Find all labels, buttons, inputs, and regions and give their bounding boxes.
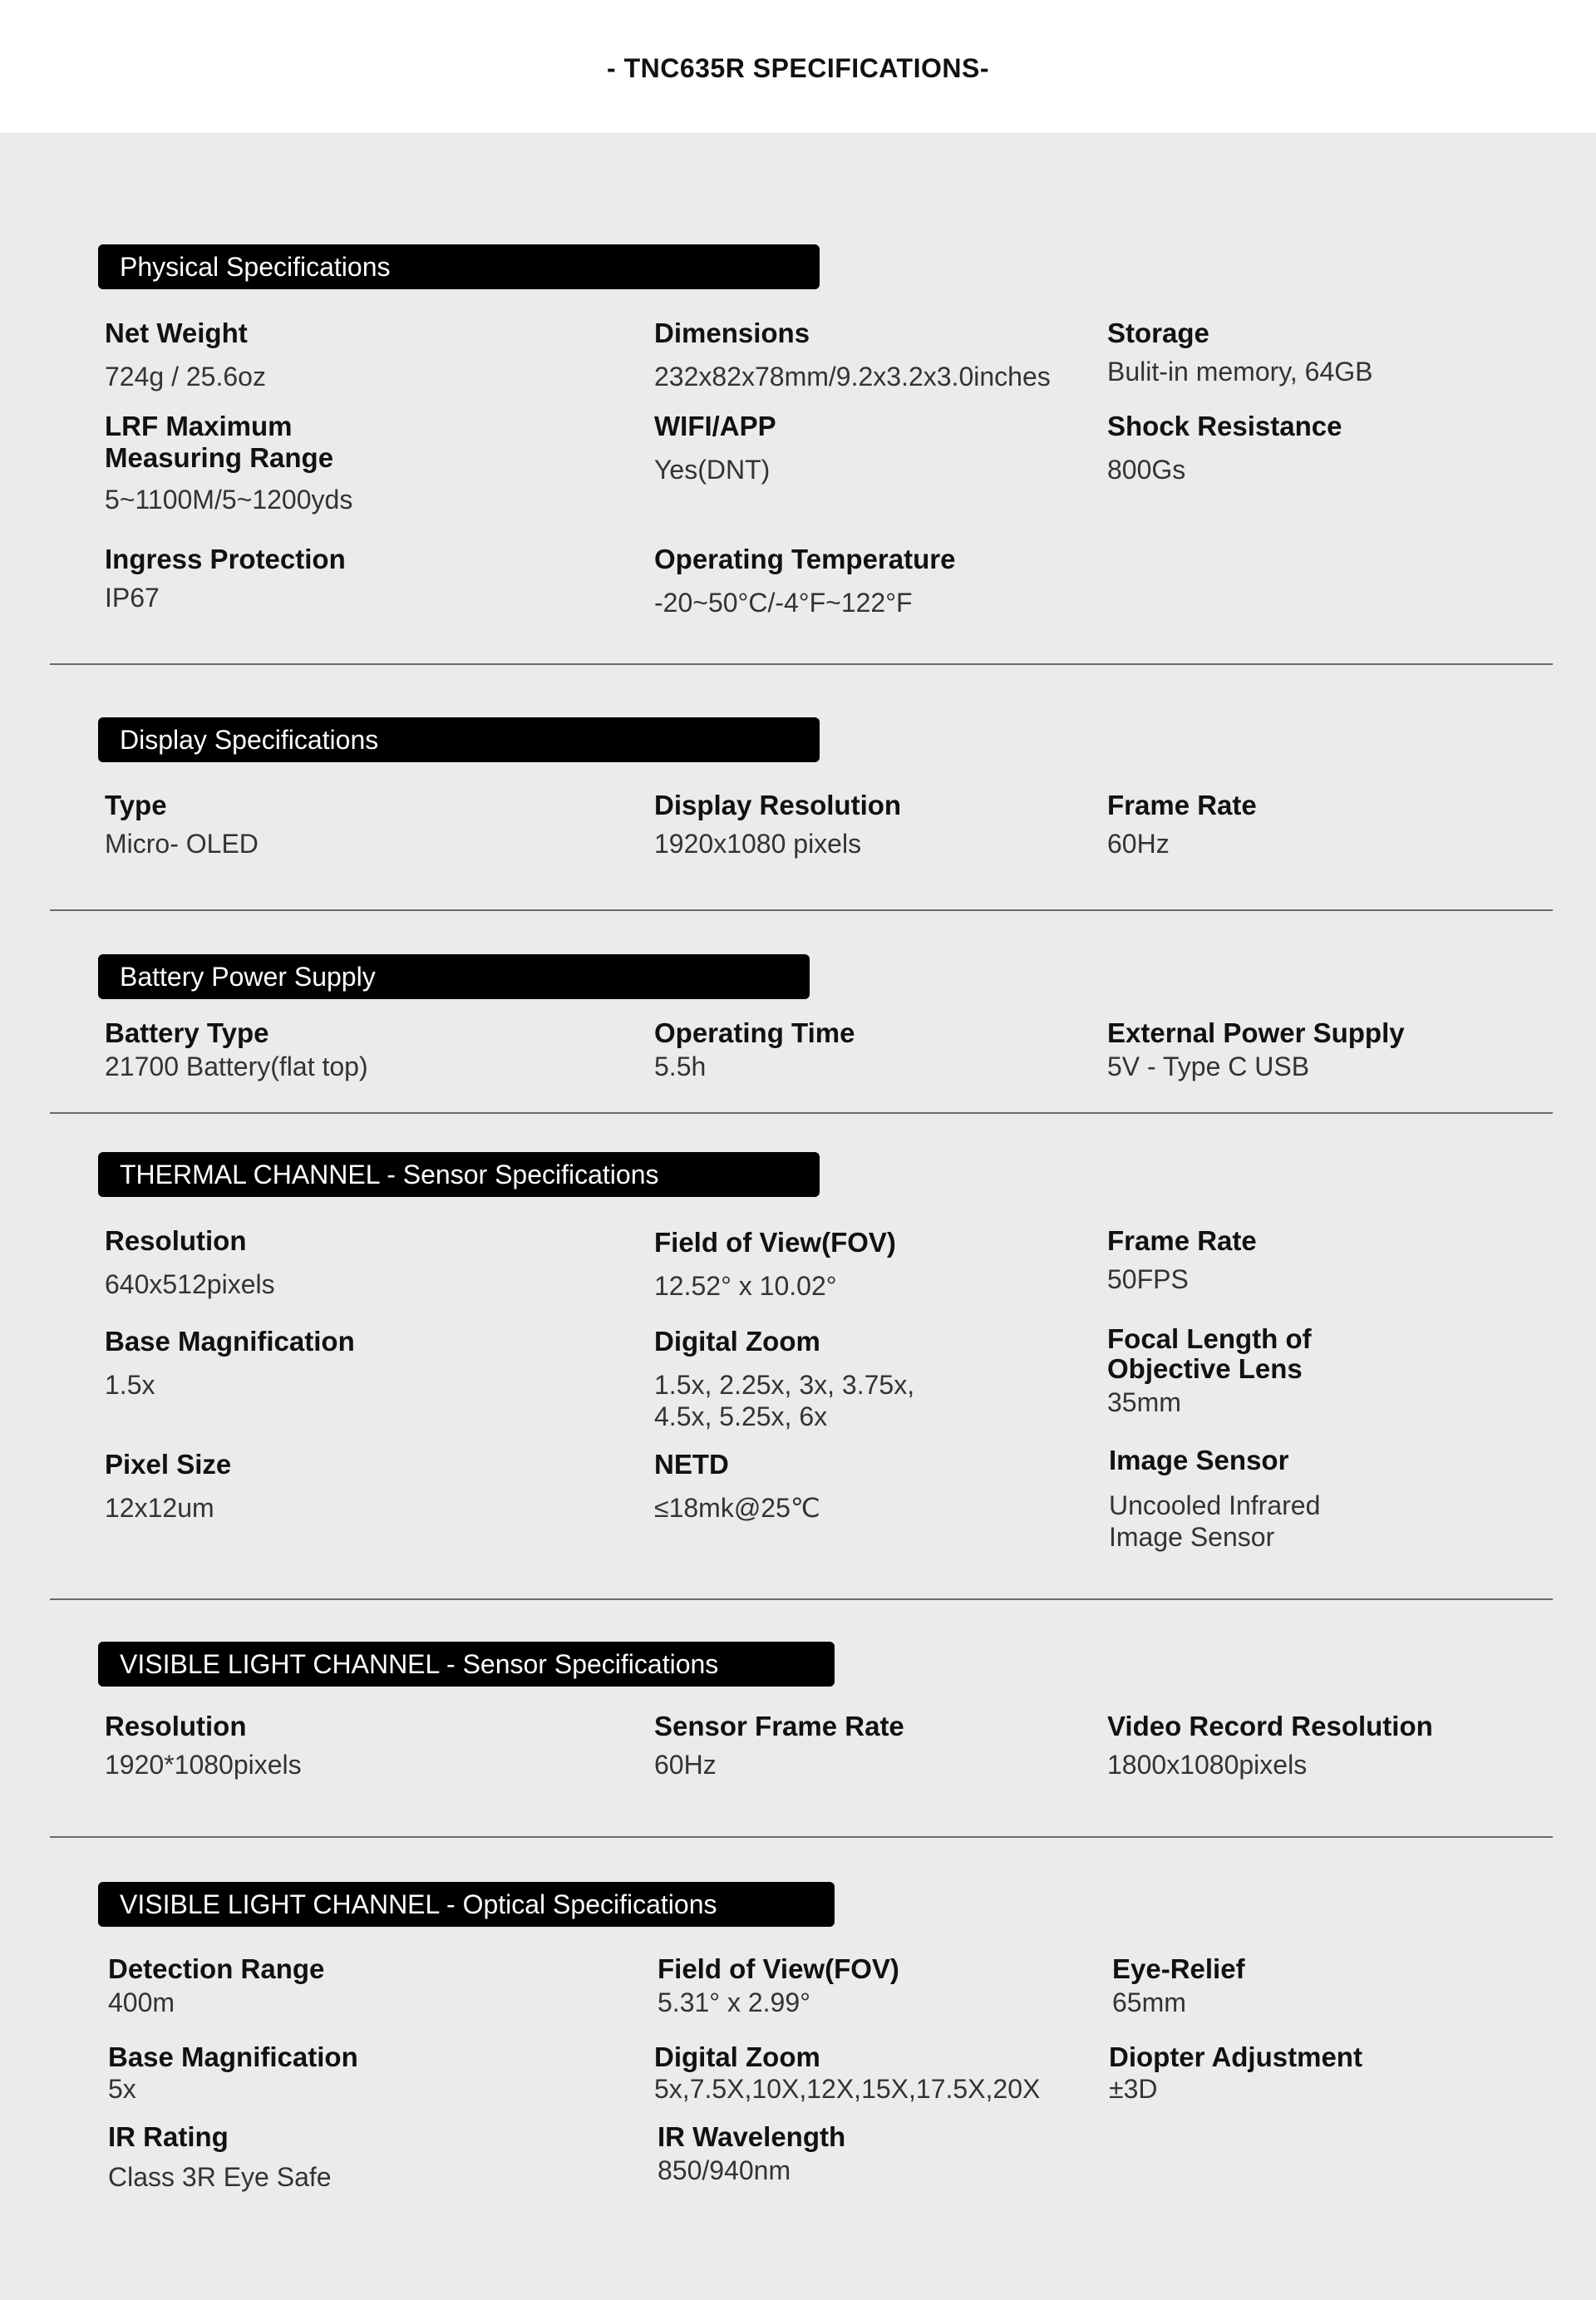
spec-value: 35mm xyxy=(1107,1387,1181,1417)
spec-value: 65mm xyxy=(1112,1987,1186,2017)
spec-label: Image Sensor xyxy=(1109,1445,1289,1475)
spec-battery-type xyxy=(105,1017,368,1082)
spec-thermal-resolution xyxy=(105,1225,275,1300)
spec-value: ≤18mk@25℃ xyxy=(654,1493,820,1523)
spec-label: Resolution xyxy=(105,1711,247,1741)
spec-label: Eye-Relief xyxy=(1112,1953,1245,1984)
spec-value: Class 3R Eye Safe xyxy=(108,2162,332,2192)
spec-optical-digital-zoom xyxy=(654,2041,1040,2105)
divider xyxy=(50,1836,1553,1838)
spec-optical-fov xyxy=(658,1953,899,2018)
spec-external-power xyxy=(1107,1017,1405,1082)
section-header-visible-optical: VISIBLE LIGHT CHANNEL - Optical Specifications xyxy=(98,1882,835,1927)
spec-ir-rating xyxy=(108,2121,332,2193)
spec-value: 5V - Type C USB xyxy=(1107,1051,1310,1081)
spec-label: WIFI/APP xyxy=(654,411,776,441)
spec-value: 232x82x78mm/9.2x3.2x3.0inches xyxy=(654,362,1051,392)
spec-value: ±3D xyxy=(1109,2074,1158,2104)
spec-value: 1.5x, 2.25x, 3x, 3.75x, xyxy=(654,1370,915,1400)
spec-eye-relief xyxy=(1112,1953,1245,2018)
spec-optical-base-magnification xyxy=(108,2041,358,2105)
spec-wifi-app xyxy=(654,411,776,485)
spec-label: Focal Length of xyxy=(1107,1323,1312,1354)
spec-value: Micro- OLED xyxy=(105,829,259,859)
spec-lrf-range xyxy=(105,411,352,515)
section-header-physical: Physical Specifications xyxy=(98,244,820,289)
spec-label: NETD xyxy=(654,1449,729,1480)
spec-label: Display Resolution xyxy=(654,790,902,820)
spec-label: Shock Resistance xyxy=(1107,411,1342,441)
spec-value: 60Hz xyxy=(1107,829,1170,859)
spec-sensor-frame-rate xyxy=(654,1711,904,1780)
spec-value: 5.5h xyxy=(654,1051,707,1081)
spec-value: 5.31° x 2.99° xyxy=(658,1987,810,2017)
spec-storage xyxy=(1107,318,1373,387)
spec-label: Battery Type xyxy=(105,1017,269,1048)
divider xyxy=(50,909,1553,911)
spec-label: Diopter Adjustment xyxy=(1109,2041,1362,2072)
section-header-visible-sensor: VISIBLE LIGHT CHANNEL - Sensor Specifications xyxy=(98,1642,835,1687)
section-header-battery: Battery Power Supply xyxy=(98,954,810,999)
spec-label: Field of View(FOV) xyxy=(654,1227,896,1258)
spec-label: Storage xyxy=(1107,318,1209,348)
spec-value: 800Gs xyxy=(1107,455,1186,485)
section-header-thermal: THERMAL CHANNEL - Sensor Specifications xyxy=(98,1152,820,1197)
page-header xyxy=(0,0,1596,133)
spec-label: Digital Zoom xyxy=(654,2041,820,2072)
spec-value: 60Hz xyxy=(654,1750,717,1780)
spec-label: Net Weight xyxy=(105,318,248,348)
spec-base-magnification xyxy=(105,1326,355,1401)
spec-value: 50FPS xyxy=(1107,1264,1189,1294)
spec-value: 5~1100M/5~1200yds xyxy=(105,485,353,515)
spec-label: Operating Time xyxy=(654,1017,855,1048)
spec-label: External Power Supply xyxy=(1107,1017,1405,1048)
spec-label: Ingress Protection xyxy=(105,544,346,574)
spec-type xyxy=(105,790,259,859)
spec-value: IP67 xyxy=(105,583,160,613)
spec-value: 12x12um xyxy=(105,1493,214,1523)
spec-value: Yes(DNT) xyxy=(654,455,771,485)
spec-label: Pixel Size xyxy=(105,1449,232,1480)
spec-label: Video Record Resolution xyxy=(1107,1711,1433,1741)
spec-value: 724g / 25.6oz xyxy=(105,362,266,392)
page-title: - TNC635R SPECIFICATIONS- xyxy=(607,53,989,83)
spec-display-resolution xyxy=(654,790,901,859)
spec-label: Base Magnification xyxy=(105,1326,355,1357)
spec-image-sensor xyxy=(1109,1445,1320,1553)
spec-value: 5x,7.5X,10X,12X,15X,17.5X,20X xyxy=(654,2074,1041,2104)
spec-value: 400m xyxy=(108,1987,175,2017)
spec-diopter-adjustment xyxy=(1109,2041,1362,2105)
spec-video-record-resolution xyxy=(1107,1711,1433,1780)
spec-label: Resolution xyxy=(105,1225,247,1256)
spec-value: 850/940nm xyxy=(658,2155,791,2185)
spec-label: Frame Rate xyxy=(1107,790,1257,820)
spec-digital-zoom xyxy=(654,1326,914,1432)
spec-label: Sensor Frame Rate xyxy=(654,1711,904,1741)
spec-label: IR Wavelength xyxy=(658,2121,846,2152)
divider xyxy=(50,663,1553,665)
spec-focal-length xyxy=(1107,1323,1312,1418)
spec-value: -20~50°C/-4°F~122°F xyxy=(654,588,913,618)
spec-label: Detection Range xyxy=(108,1953,325,1984)
spec-label: Type xyxy=(105,790,167,820)
spec-label-line2: Objective Lens xyxy=(1107,1353,1303,1384)
spec-label: LRF Maximum xyxy=(105,411,293,441)
spec-value: 1.5x xyxy=(105,1370,155,1400)
spec-thermal-fov xyxy=(654,1227,896,1302)
spec-label: IR Rating xyxy=(108,2121,229,2152)
spec-ir-wavelength xyxy=(658,2121,845,2186)
spec-detection-range xyxy=(108,1953,324,2018)
spec-value: Bulit-in memory, 64GB xyxy=(1107,357,1373,387)
spec-label: Digital Zoom xyxy=(654,1326,820,1357)
spec-dimensions xyxy=(654,318,1051,392)
spec-ingress-protection xyxy=(105,544,346,613)
spec-label: Field of View(FOV) xyxy=(658,1953,899,1984)
spec-visible-resolution xyxy=(105,1711,302,1780)
spec-label: Base Magnification xyxy=(108,2041,358,2072)
spec-net-weight xyxy=(105,318,266,392)
spec-value: 1800x1080pixels xyxy=(1107,1750,1308,1780)
spec-label-line2: Measuring Range xyxy=(105,442,334,473)
spec-operating-temperature xyxy=(654,544,955,618)
spec-pixel-size xyxy=(105,1449,231,1524)
spec-netd xyxy=(654,1449,820,1524)
spec-label: Dimensions xyxy=(654,318,810,348)
spec-value-line2: 4.5x, 5.25x, 6x xyxy=(654,1401,828,1431)
spec-value: 1920*1080pixels xyxy=(105,1750,302,1780)
spec-shock-resistance xyxy=(1107,411,1342,485)
divider xyxy=(50,1598,1553,1600)
spec-value-line2: Image Sensor xyxy=(1109,1522,1275,1552)
spec-thermal-frame-rate xyxy=(1107,1225,1257,1295)
spec-value: 640x512pixels xyxy=(105,1269,275,1299)
divider xyxy=(50,1112,1553,1114)
spec-value: 21700 Battery(flat top) xyxy=(105,1051,368,1081)
spec-operating-time xyxy=(654,1017,855,1082)
section-header-display: Display Specifications xyxy=(98,717,820,762)
spec-value: Uncooled Infrared xyxy=(1109,1490,1321,1520)
spec-label: Operating Temperature xyxy=(654,544,956,574)
spec-value: 12.52° x 10.02° xyxy=(654,1271,837,1301)
spec-label: Frame Rate xyxy=(1107,1225,1257,1256)
spec-frame-rate xyxy=(1107,790,1257,859)
spec-value: 5x xyxy=(108,2074,136,2104)
spec-value: 1920x1080 pixels xyxy=(654,829,862,859)
